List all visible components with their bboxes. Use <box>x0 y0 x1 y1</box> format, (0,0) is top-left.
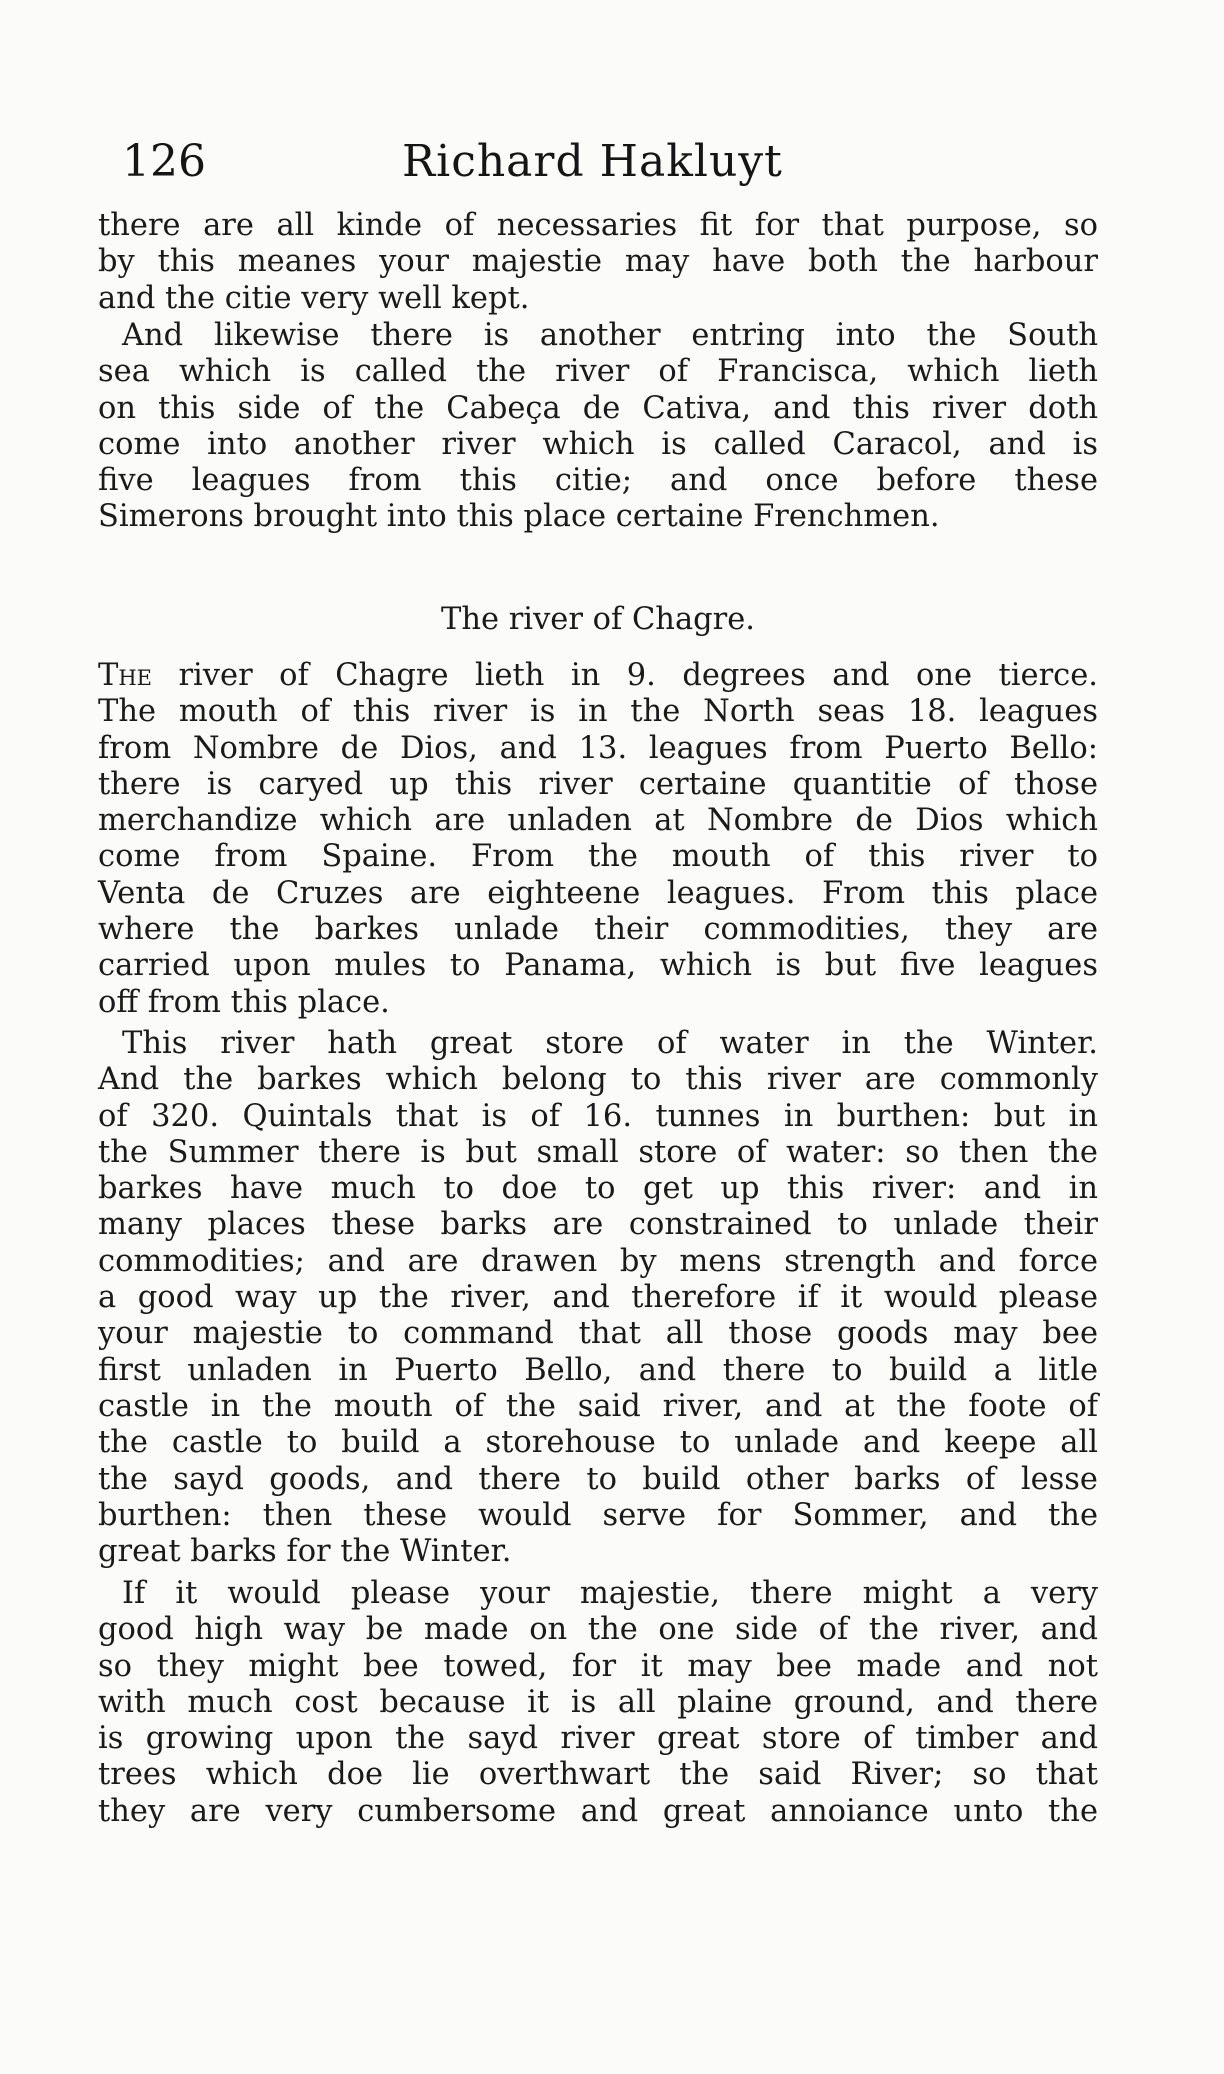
text-line: sea which is called the river of Francisca, which lieth <box>98 354 1098 390</box>
text-line: your majestie to command that all those goods may bee <box>98 1316 1098 1352</box>
text-line: first unladen in Puerto Bello, and there to build a litle <box>98 1352 1098 1388</box>
text-line: they are very cumbersome and great annoiance unto the <box>98 1793 1098 1829</box>
text-line: castle in the mouth of the said river, and at the foote of <box>98 1388 1098 1424</box>
text-line <box>98 658 1098 694</box>
text-line: come from Spaine. From the mouth of this river to <box>98 839 1098 875</box>
text-line: there are all kinde of necessaries fit for that purpose, so <box>98 208 1098 243</box>
running-title: Richard Hakluyt <box>402 136 783 187</box>
text-line: barkes have much to doe to get up this river: and in <box>98 1171 1098 1207</box>
text-line: merchandize which are unladen at Nombre de Dios which <box>98 803 1098 839</box>
text-line: is growing upon the sayd river great store of timber and <box>98 1721 1098 1757</box>
text-line: come into another river which is called Caracol, and is <box>98 426 1098 462</box>
text-line: Simerons brought into this place certaine Frenchmen. <box>98 499 940 535</box>
text-line: five leagues from this citie; and once before these <box>98 463 1098 499</box>
text-line: where the barkes unlade their commodities, they are <box>98 912 1098 948</box>
paragraph-winter-water <box>98 1026 1098 1570</box>
text-line: off from this place. <box>98 984 390 1020</box>
text-line: the Summer there is but small store of water: so then the <box>98 1134 1098 1170</box>
text-line: from Nombre de Dios, and 13. leagues from Puerto Bello: <box>98 730 1098 766</box>
paragraph-continuation <box>98 208 1098 317</box>
text-line: And the barkes which belong to this river are commonly <box>98 1062 1098 1098</box>
running-head <box>122 132 1022 192</box>
text-line: the sayd goods, and there to build other barks of lesse <box>98 1461 1098 1497</box>
text-line: carried upon mules to Panama, which is but five leagues <box>98 948 1098 984</box>
text-line: with much cost because it is all plaine ground, and there <box>98 1684 1098 1720</box>
text-line: Venta de Cruzes are eighteene leagues. From this place <box>98 875 1098 911</box>
text-line: And likewise there is another entring into the South <box>122 318 1098 353</box>
text-line: burthen: then these would serve for Sommer, and the <box>98 1497 1098 1533</box>
text-line: a good way up the river, and therefore if it would please <box>98 1280 1098 1316</box>
page-number: 126 <box>122 136 206 187</box>
text-line: good high way be made on the one side of the river, and <box>98 1612 1098 1648</box>
text-line: on this side of the Cabeça de Cativa, and this river doth <box>98 390 1098 426</box>
paragraph-chagre-location <box>98 658 1098 1021</box>
text-line: by this meanes your majestie may have both the harbour <box>98 244 1098 280</box>
text-line: If it would please your majestie, there might a very <box>122 1576 1098 1611</box>
paragraph-high-way <box>98 1576 1098 1830</box>
text-line: This river hath great store of water in the Winter. <box>122 1026 1098 1061</box>
text-line: commodities; and are drawen by mens strength and force <box>98 1243 1098 1279</box>
text-line: of 320. Quintals that is of 16. tunnes in burthen: but in <box>98 1098 1098 1134</box>
text-line: and the citie very well kept. <box>98 280 530 316</box>
text-line: the castle to build a storehouse to unlade and keepe all <box>98 1425 1098 1461</box>
text-line: many places these barks are constrained to unlade their <box>98 1207 1098 1243</box>
text-line: trees which doe lie overthwart the said River; so that <box>98 1757 1098 1793</box>
text-line: great barks for the Winter. <box>98 1534 512 1570</box>
text-line: The mouth of this river is in the North seas 18. leagues <box>98 694 1098 730</box>
text-line: there is caryed up this river certaine quantitie of those <box>98 766 1098 802</box>
section-heading: The river of Chagre. <box>441 602 755 637</box>
text-line: so they might bee towed, for it may bee made and not <box>98 1648 1098 1684</box>
opening-word: The <box>98 658 152 693</box>
paragraph-francisca <box>98 318 1098 536</box>
text-line-rest: river of Chagre lieth in 9. degrees and one tierce. <box>152 658 1098 693</box>
